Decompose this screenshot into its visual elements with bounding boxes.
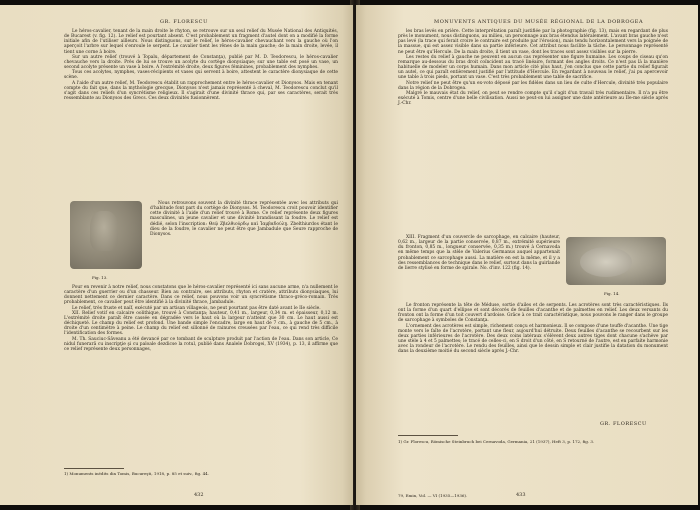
footnote-right: 1) Gr. Florescu, Römische Steinbruch bei Cernavoda, Germania, 21 (1937), Heft 3, p. 172, fig. 3. xyxy=(398,439,595,444)
figure-14-sarcophagus-image xyxy=(566,237,666,285)
figure-13-caption: Fig. 13. xyxy=(92,275,108,280)
paragraph: L'ornement des acrotères est simple, richement conçu et harmonieux. Il se compose d'une touffe d'acanthe. Une tige monte vers le faîte de l'acrotère, portant une fleur, aujourd'hui détruite. Deux feuilles d'acanthe se recourbent sur les deux parties inférieures de l'acrotère. Des deux coins latéraux s'élèvent deux autres tiges dont chacune s'achève par une stèle à 4 et 5 palmettes; le tracé de celles-ci, en S droit d'un côté, en S retourné de l'autre, est en parfaite harmonie avec la rondeur de l'acrotère. Le rendu des feuilles, ainsi que le dessin simple et clair justifie la datation du monument dans la deuxième moitié du second siècle après J.-Chr. xyxy=(398,323,668,355)
figure-13-relief-image xyxy=(70,201,142,269)
paragraph: A l'aide d'un autre relief, M. Teodorescu établit un rapprochement entre le héros-cavalier et Dionysos. Mais en tenant compte du fait que, dans la mythologie grecque, Dionysos n'est jamais représenté à cheval, M. Teodorescu conclut qu'il s'agit dans ces reliefs d'un syncrétisme religieux. Il s'agirait d'une divinité thrace qui, par ses caractères, serait très ressemblante au Dionysos des Grecs. Ces deux divinités fusionnèrent. xyxy=(64,80,338,102)
right-page xyxy=(356,5,698,505)
paragraph: Pour en revenir à notre relief, nous constatons que le héros-cavalier représenté ici sans aucune arme, n'a nullement le caractère d'un guerrier ou d'un chasseur. Bien au contraire, ses attributs, rhyton et cratère, attributs dionysiaques, lui donnent nettement ce dernier caractère. Dans ce relief, nous pouvons voir un syncrétisme thraco-gréco-romain. Très probablement, ce cavalier peut être identifié à la divinité thrace, Jambadule. xyxy=(64,285,338,306)
paragraph: XII. Relief votif en calcaire oolithique, trouvé à Constanţa; hauteur, 0,41 m., largeur, 0,34 m. et épaisseur, 0,12 m. L'extrémité droite paraît être cassée en dégradée vers le haut où la largeur n'atteint que 30 cm. Le haut aussi est déchiqueté. Le champ du relief est profond. Une bande simple l'encadre, large en haut de 7 cm., à gauche de 5 cm., à droite d'un centimètre à peine. Le champ du relief est sillonné de rainures creusées par l'eau, ce qui rend très difficile l'identification des formes. xyxy=(64,310,338,337)
page-number-right: 433 xyxy=(516,492,526,498)
paragraph: Malgré le mauvais état du relief, on peut se rendre compte qu'il s'agit d'un travail très rudimentaire. Il n'a pu être exécuté à Tomis, centre d'une belle civilisation. Aussi ne peut-on lui assigner une date antérieure au IIe-me siècle après J.-Chr. xyxy=(398,90,668,107)
left-text-beside-figure xyxy=(150,201,338,237)
paragraph: Nous retrouvons souvent la divinité thrace représentée avec les attributs qui d'habitude font part du cortège de Dionysos. M. Teodorescu croit pouvoir identifier cette divinité à l'aide d'un relief trouvé à Rome. Ce relief représente deux figures masculines, un jeune cavalier et une divinité brandissant la foudre. Le relief est dédié, selon l'inscription: Θεῷ Ζβελθιούρδῳ καὶ Ἰαμβαδούλῃ. Zbelthiurdos étant le dieu de la foudre, le cavalier ne peut être que Jambadule que Seure rapproche de Dionysos. xyxy=(150,201,338,237)
left-page xyxy=(0,5,353,505)
left-text-bottom xyxy=(64,285,338,352)
footnote-left: 1) Monuments inédits din Tomis, Bucureşti, 1918, p. 85 et suiv., fig. 44. xyxy=(64,471,209,476)
paragraph: Le relief, très fruste et naïf, exécuté par un artisan villageois, ne peut pourtant pas être daté avant le IIe siècle. xyxy=(72,305,321,311)
running-header-right: MONUVENTS ANTIQUES DU MUSÉE RÉGIONAL DE LA DOBROGEA xyxy=(434,19,644,25)
journal-reference: 79, Emin, Vol. — VI (1935—1936). xyxy=(398,493,468,498)
left-text-top xyxy=(64,29,338,101)
footnote-rule xyxy=(64,468,124,469)
paragraph: les bras levés en prière. Cette interprétation paraît justifiée par la photographie (fig. 13), mais en regardant de plus près le monument, nous distinguons, au milieu, un personnage aux bras étendus latéralement. L'avant bras gauche n'est pas levé (la trace qui ferait croire le contraire est produite par l'érosion), mais tendu horizontalement vers la poignée de la massue, qui est assez visible dans sa partie inférieure. Cet attribut nous facilite la tâche. Le personnage représenté ne peut être qu'Hercule. De la main droite, il tient un vase, dont les traces sont assez visibles sur la pierre. xyxy=(398,29,668,55)
paragraph: Sur un autre relief (trouvé à Topalu, département de Constanţa), publié par M. D. Teodorescu, le héros-cavalier chevauche vers la droite. Près de lui se trouve un acolyte du cortège dionysiaque; sur une table est posé un vase, un second acolyte présente un vase à boire. A l'extrémité droite, deux figures féminines, probablement des nymphes. xyxy=(64,54,338,71)
right-text-beside-figure xyxy=(398,235,560,271)
paragraph: M. Th. Sauciuc-Săveanu a été devancé par ce tombant de sculpture produit par l'action de l'eau. Dans son article, Ce nidul funerară cu inscripţie şi cu paloale dezdicse la rotul, publié dans Analele Dobrogei, XV (1934), p. 13, il affirme que ce relief représente deux personnages, xyxy=(64,336,338,352)
paragraph: Notre relief ne peut être qu'un ex-voto déposé par les fidèles dans un lieu de culte d'Hercule, divinité très populaire dans la région de la Dobrogea. xyxy=(398,80,668,91)
page-number-left: 432 xyxy=(194,492,204,498)
paragraph: Les restes du relief à gauche ne peuvent en aucun cas représenter une figure humaine. Les coups de ciseau qu'on remarque au-dessous du bras droit coïncident au tracé linéaire, formant des angles droits. Ce n'est pas là la manière habituelle de modeler un corps humain. Dans mon article cité plus haut, j'en conclus que cette partie du relief figurait un autel, ce qui paraît entièrement justifié par l'attitude d'Hercule. En regardant à nouveau le relief, j'ai pu apercevoir une table à trois pieds, portant un vase. C'est très probablement une table de sacrifice. xyxy=(398,54,668,81)
author-signature: GR. FLORESCU xyxy=(600,421,647,427)
paragraph: Tous ces acolytes, nymphes, vases-récipients et vases qui servent à boire, attestent le caractère dionysiaque de cette scène. xyxy=(64,70,338,81)
paragraph: Le fronton représente la tête de Méduse, sortie d'ailes et de serpents. Les acrotères sont très caractéristiques. Ils ont la forme d'un quart d'ellipse et sont décorés de feuilles d'acanthe et de palmettes en relief. Les deux versants du fronton ont la forme d'un toit couvert d'ardoise. Grâce à ce trait caractéristique, nous pouvons le ranger dans le groupe de sarcophage à symboles de Constanţa. xyxy=(398,303,668,324)
footnote-rule xyxy=(398,435,458,436)
right-text-top xyxy=(398,29,668,106)
right-text-bottom xyxy=(398,303,668,355)
running-header-left: GR. FLORESCU xyxy=(160,19,208,25)
paragraph: Le héros-cavalier, tenant de la main droite le rhyton, se retrouve sur un seul relief du Musée National des Antiquités, de Bucarest (v. fig. 12). Le relief est pourtant absent. C'est probablement un fragment d'autel dont on a modifié la forme initiale afin de l'utiliser ailleurs. Nous distinguons, sur le relief, le héros-cavalier chevauchant vers la gauche où l'on aperçoit l'arbre sur lequel s'enroule le serpent. Le cavalier tient les rênes de la main gauche; de la main droite, levée, il tient une corne à boire. xyxy=(64,29,338,55)
section-heading-xiii: XIII. Fragment d'un couvercle de sarcophage, en calcaire (hauteur, 0,62 m., largeur de la partie conservée, 0,87 m., extrémité supérieure du fronton, 0,85 m., longueur conservée, 0,35 m.) trouvé à Cernavoda en même temps que la stèle de Valerius Germanus auquel appartenait probablement ce sarcophage aussi. La matière en est la même, et il y a des ressemblances de technique dans le relief, surtout dans la guirlande de lierre stylisé en forme de spirale. No. d'inv. 122 (fig. 14). xyxy=(398,235,560,271)
figure-14-caption: Fig. 14. xyxy=(604,291,620,296)
